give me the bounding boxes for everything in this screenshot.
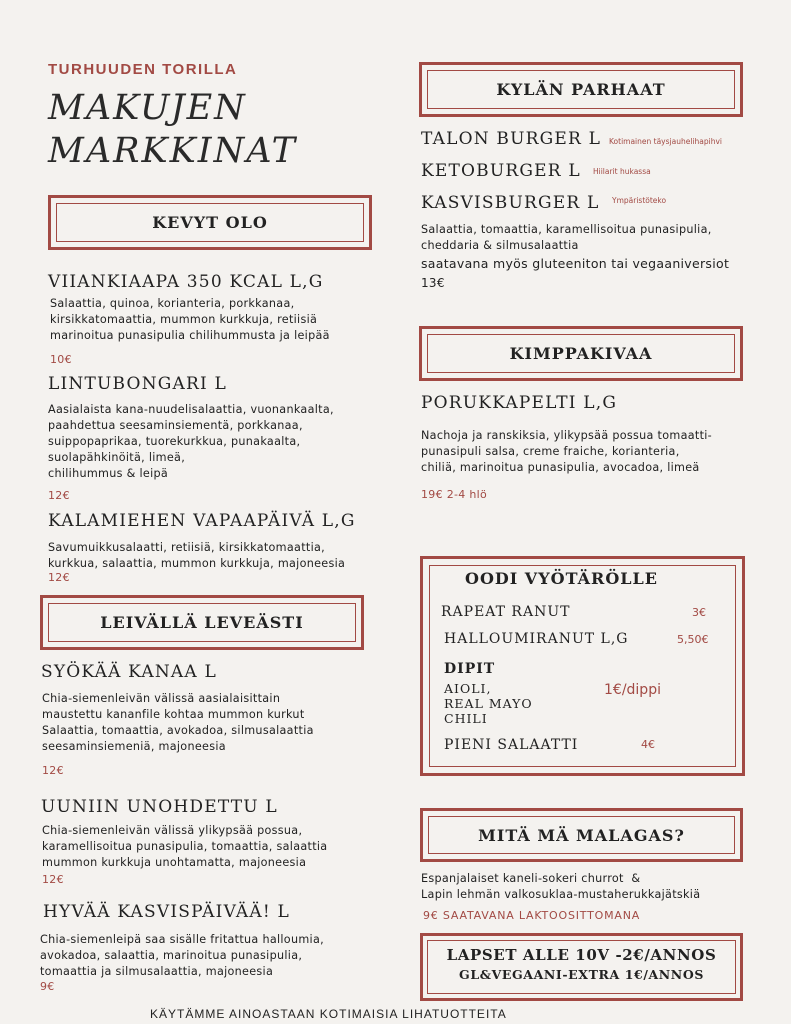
restaurant-kicker: TURHUUDEN TORILLA [48, 61, 238, 78]
dish-price: 10€ [50, 353, 72, 366]
footer-note: KÄYTÄMME AINOASTAAN KOTIMAISIA LIHATUOTTEITA [150, 1007, 507, 1021]
malagas-heading-box [420, 808, 743, 862]
dish-price: 12€ [48, 571, 70, 584]
menu-title-line1: MAKUJEN [48, 88, 247, 128]
kids-extra-line: GL&VEGAANI-EXTRA 1€/ANNOS [459, 967, 704, 982]
kylan-parhaat-heading-box [419, 62, 743, 117]
burger-note: Kotimainen täysjauhelihapihvi [609, 137, 722, 146]
burger-name: KASVISBURGER L [421, 193, 600, 213]
dish-description: Nachoja ja ranskiksia, ylikypsää possua tomaatti- punasipuli salsa, creme fraiche, korianteria, chiliä, marinoitua punasipulia, avocadoa, limeä [421, 429, 712, 474]
dish-price: 9€ [40, 980, 55, 993]
oodi-heading: OODI VYÖTÄRÖLLE [465, 569, 658, 588]
dish-name: PORUKKAPELTI L,G [421, 393, 618, 413]
dips-options: AIOLI, REAL MAYO CHILI [444, 681, 533, 726]
kylan-parhaat-heading: KYLÄN PARHAAT [427, 70, 735, 109]
burger-note: Ympäristöteko [612, 196, 667, 205]
dish-description: Chia-siemenleipä saa sisälle fritattua halloumia, avokadoa, salaattia, marinoitua punasipulia, tomaattia ja silmusalaattia, majoneesia [40, 933, 324, 978]
dessert-description: Espanjalaiset kaneli-sokeri churrot & Lapin lehmän valkosuklaa-mustaherukkajätskiä [421, 872, 701, 901]
dish-name: UUNIIN UNOHDETTU L [41, 797, 278, 817]
dish-name: VIIANKIAAPA 350 KCAL L,G [48, 272, 324, 292]
dish-price: 12€ [42, 764, 64, 777]
burger-availability: saatavana myös gluteeniton tai vegaaniversiot [421, 256, 730, 271]
side-item-price: 4€ [641, 738, 655, 751]
burger-note: Hiilarit hukassa [593, 167, 651, 176]
leivalla-heading-box [40, 595, 364, 650]
dish-description: Salaattia, quinoa, korianteria, porkkanaa, kirsikkatomaattia, mummon kurkkuja, retiisiä marinoitua punasipulia chilihummusta ja leipää [50, 297, 330, 342]
kevyt-olo-heading: KEVYT OLO [56, 203, 364, 242]
malagas-heading: MITÄ MÄ MALAGAS? [428, 816, 735, 854]
dish-name: HYVÄÄ KASVISPÄIVÄÄ! L [43, 902, 290, 922]
dessert-price: 9€ SAATAVANA LAKTOOSITTOMANA [423, 909, 641, 922]
dish-price: 12€ [42, 873, 64, 886]
kids-price-line: LAPSET ALLE 10V -2€/ANNOS [446, 946, 717, 964]
side-item-name: RAPEAT RANUT [441, 604, 571, 620]
dish-price: 19€ 2-4 hlö [421, 488, 488, 501]
menu-title-line2: MARKKINAT [48, 131, 297, 171]
side-item-price: 3€ [692, 606, 706, 619]
dish-name: KALAMIEHEN VAPAAPÄIVÄ L,G [48, 511, 356, 531]
leivalla-heading: LEIVÄLLÄ LEVEÄSTI [48, 603, 356, 642]
side-item-name: PIENI SALAATTI [444, 737, 579, 753]
dish-name: SYÖKÄÄ KANAA L [41, 662, 217, 682]
kevyt-olo-heading-box [48, 195, 372, 250]
side-item-name: HALLOUMIRANUT L,G [444, 631, 629, 647]
dish-name: LINTUBONGARI L [48, 374, 228, 394]
dish-price: 12€ [48, 489, 70, 502]
kimppakivaa-heading-box [419, 326, 743, 381]
dish-description: Savumuikkusalaatti, retiisiä, kirsikkatomaattia, kurkkua, salaattia, mummon kurkkuja, majoneesia [48, 541, 346, 570]
burger-name: KETOBURGER L [421, 161, 581, 181]
dish-description: Chia-siemenleivän välissä aasialaisittain maustettu kananfile kohtaa mummon kurkut Salaattia, tomaattia, avokadoa, silmusalaattia seesaminsiemeniä, majoneesia [42, 692, 314, 753]
burger-price: 13€ [421, 276, 445, 290]
dish-description: Aasialaista kana-nuudelisalaattia, vuonankaalta, paahdettua seesaminsiementä, porkkanaa, suippopaprikaa, tuorekurkkua, punakaalta, suolapähkinöitä, limeä, chilihummus & leipä [48, 403, 334, 480]
burger-description: Salaattia, tomaattia, karamellisoitua punasipulia, cheddaria & silmusalaattia [421, 223, 712, 252]
dish-description: Chia-siemenleivän välissä ylikypsää possua, karamellisoitua punasipulia, tomaattia, salaattia mummon kurkkuja unohtamatta, majoneesia [42, 824, 328, 869]
dips-price: 1€/dippi [604, 682, 661, 698]
kimppakivaa-heading: KIMPPAKIVAA [427, 334, 735, 373]
dips-heading: DIPIT [444, 661, 496, 677]
burger-name: TALON BURGER L [421, 129, 602, 149]
side-item-price: 5,50€ [677, 633, 709, 646]
